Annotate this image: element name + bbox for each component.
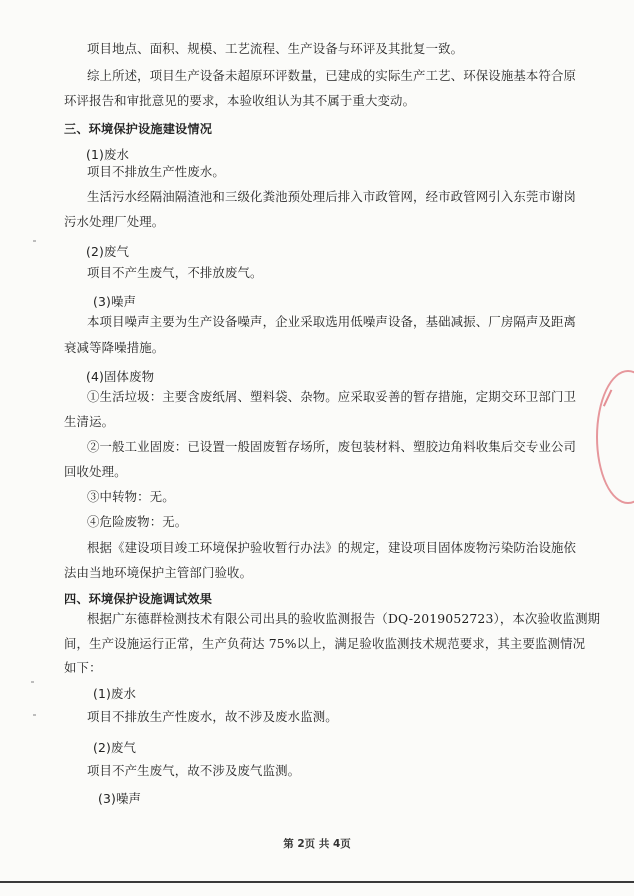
- body-line: ②一般工业固废：已设置一般固废暂存场所，废包装材料、塑胶边角料收集后交专业公司: [87, 439, 577, 454]
- body-line: 污水处理厂处理。: [64, 214, 165, 229]
- body-line: 生清运。: [64, 414, 115, 429]
- scan-speck: [33, 240, 36, 242]
- body-line: 本项目噪声主要为生产设备噪声，企业采取选用低噪声设备，基础减振、厂房隔声及距离: [87, 314, 577, 329]
- body-line: 如下：: [64, 660, 102, 675]
- subsection-heading: (4)固体废物: [86, 369, 155, 384]
- body-line: 综上所述，项目生产设备未超原环评数量，已建成的实际生产工艺、环保设施基本符合原: [87, 68, 577, 83]
- subsection-heading: (2)废气: [86, 244, 130, 259]
- scan-speck: [33, 714, 36, 716]
- body-line: 根据广东德群检测技术有限公司出具的验收监测报告（DQ-2019052723），本次验收监测期: [87, 611, 601, 626]
- body-line: 项目不排放生产性废水。: [87, 164, 225, 179]
- body-line: 根据《建设项目竣工环境保护验收暂行办法》的规定，建设项目固体废物污染防治设施依: [87, 540, 577, 555]
- body-line: 项目不产生废气，故不涉及废气监测。: [87, 763, 301, 778]
- seal-stamp: [596, 370, 634, 504]
- body-line: 项目地点、面积、规模、工艺流程、生产设备与环评及其批复一致。: [87, 41, 464, 56]
- bottom-rule: [0, 881, 634, 883]
- body-line: 间，生产设施运行正常，生产负荷达 75%以上，满足验收监测技术规范要求，其主要监测情况: [64, 636, 586, 651]
- subsection-heading: (1)废水: [86, 147, 130, 162]
- scan-speck: [31, 681, 34, 683]
- subsection-heading: (3)噪声: [93, 294, 137, 309]
- body-line: 生活污水经隔油隔渣池和三级化粪池预处理后排入市政管网，经市政管网引入东莞市谢岗: [87, 189, 577, 204]
- page-number: 第 2页 共 4页: [283, 838, 351, 850]
- subsection-heading: (1)废水: [93, 686, 137, 701]
- body-line: 环评报告和审批意见的要求，本验收组认为其不属于重大变动。: [64, 93, 416, 108]
- section-heading: 四、环境保护设施调试效果: [64, 592, 213, 606]
- body-line: 回收处理。: [64, 464, 127, 479]
- subsection-heading: (3)噪声: [98, 791, 142, 806]
- body-line: ③中转物：无。: [87, 489, 175, 504]
- body-line: ④危险废物：无。: [87, 514, 188, 529]
- body-line: 衰减等降噪措施。: [64, 340, 165, 355]
- subsection-heading: (2)废气: [93, 740, 137, 755]
- body-line: 项目不排放生产性废水，故不涉及废水监测。: [87, 709, 338, 724]
- section-heading: 三、环境保护设施建设情况: [64, 122, 213, 136]
- body-line: 法由当地环境保护主管部门验收。: [64, 565, 253, 580]
- body-line: 项目不产生废气，不排放废气。: [87, 265, 263, 280]
- body-line: ①生活垃圾：主要含废纸屑、塑料袋、杂物。应采取妥善的暂存措施，定期交环卫部门卫: [87, 389, 577, 404]
